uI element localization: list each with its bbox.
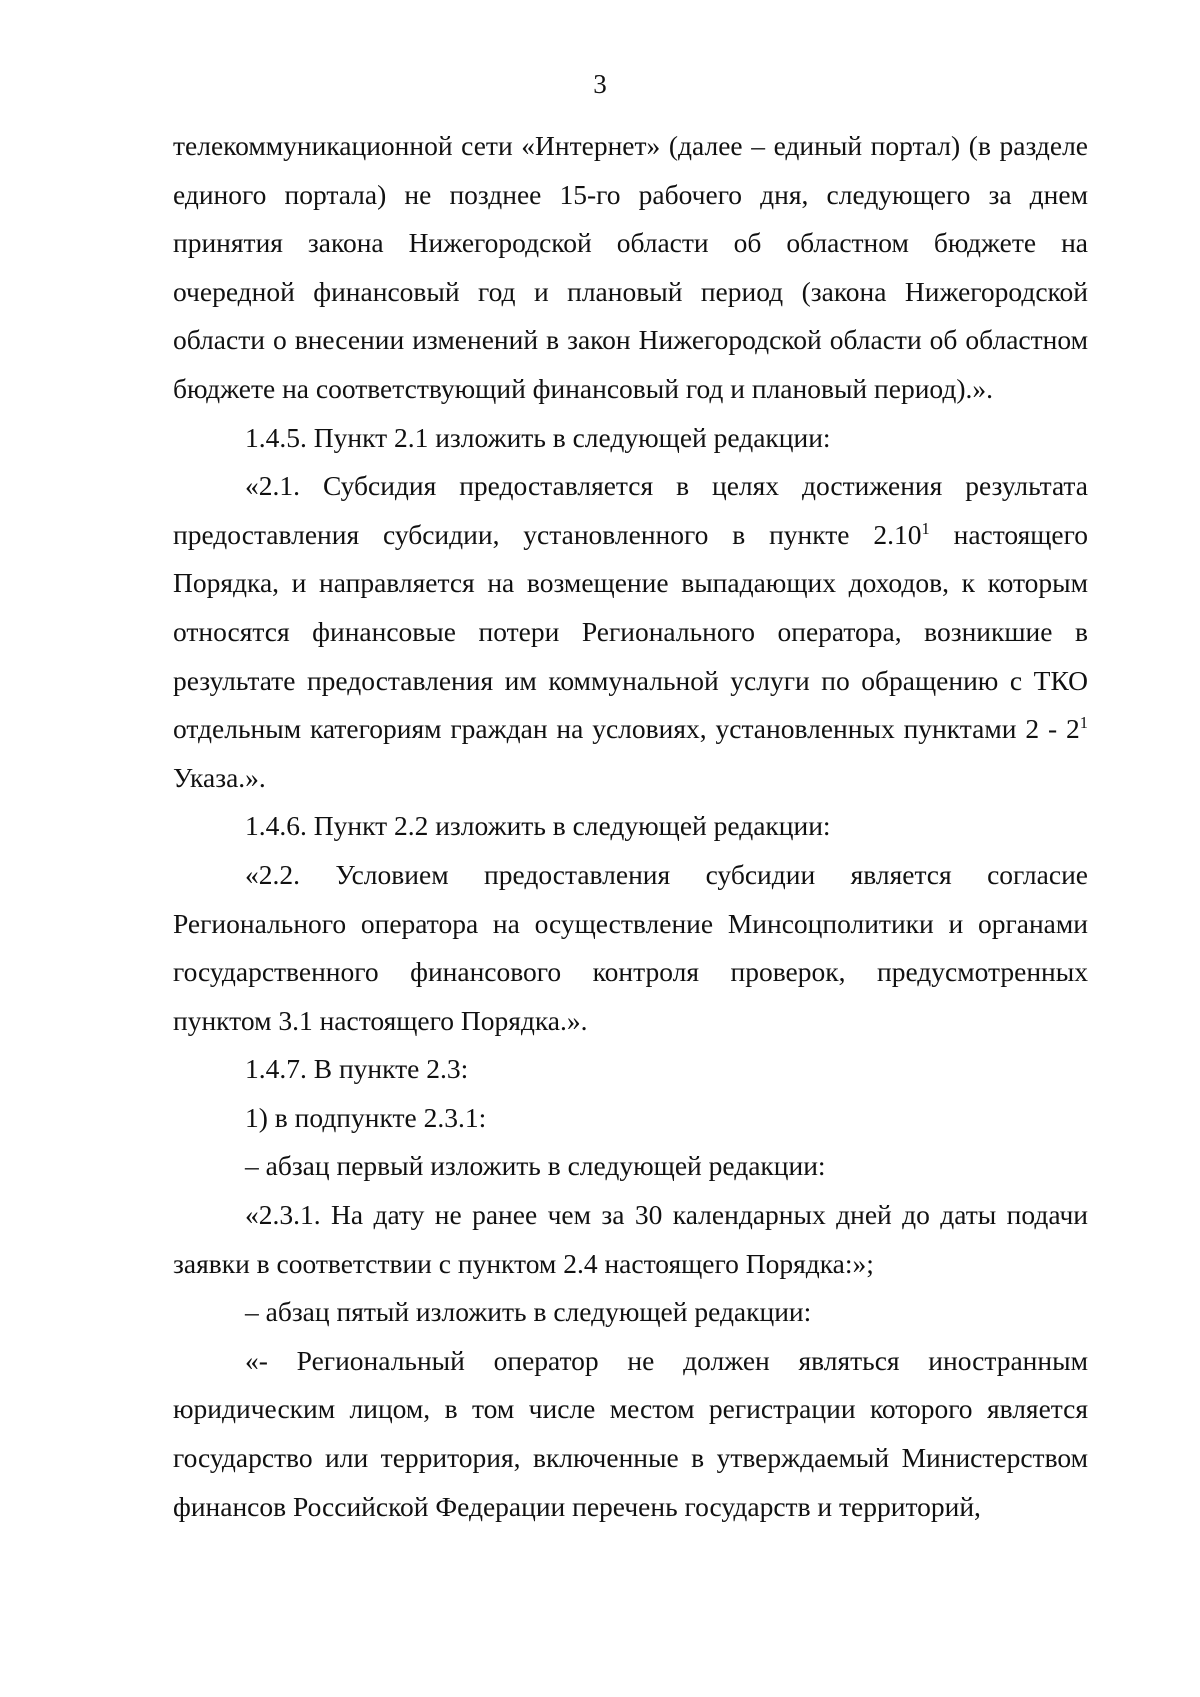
paragraph-8: – абзац первый изложить в следующей редакции: — [245, 1150, 826, 1182]
paragraph-10: – абзац пятый изложить в следующей редакции: — [245, 1296, 812, 1328]
paragraph-4: 1.4.6. Пункт 2.2 изложить в следующей редакции: — [245, 810, 831, 842]
paragraph-11: «- Региональный оператор не должен являться иностранным юридическим лицом, в том числе местом регистрации которого является государство или территория, включенные в утверждаемый Министерством финансов Российской Федерации перечень государств и территорий, — [173, 1344, 1088, 1522]
paragraph-3 — [173, 462, 1088, 802]
page-number: 3 — [593, 69, 607, 99]
paragraph-1: телекоммуникационной сети «Интернет» (далее – единый портал) (в разделе единого портала) не позднее 15-го рабочего дня, следующего за днем принятия закона Нижегородской области об областном бюджете на очередной финансовый год и плановый период (закона Нижегородской области о внесении изменений в закон Нижегородской области об областном бюджете на соответствующий финансовый год и плановый период).». — [173, 130, 1088, 404]
text-segment: Указа.». — [173, 761, 266, 793]
paragraph-7: 1) в подпункте 2.3.1: — [245, 1101, 487, 1133]
superscript: 1 — [1079, 713, 1088, 733]
document-body — [173, 122, 1088, 1531]
paragraph-6: 1.4.7. В пункте 2.3: — [245, 1053, 469, 1085]
superscript: 1 — [921, 518, 930, 538]
paragraph-5: «2.2. Условием предоставления субсидии является согласие Регионального оператора на осуществление Минсоцполитики и органами государственного финансового контроля проверок, предусмотренных пунктом 3.1 настоящего Порядка.». — [173, 858, 1088, 1036]
paragraph-9: «2.3.1. На дату не ранее чем за 30 календарных дней до даты подачи заявки в соответствии с пунктом 2.4 настоящего Порядка:»; — [173, 1199, 1088, 1279]
paragraph-2: 1.4.5. Пункт 2.1 изложить в следующей редакции: — [245, 421, 831, 453]
text-segment: «2.1. Субсидия предоставляется в целях достижения результата предоставления субсидии, установленного в пункте 2.10 — [173, 470, 1088, 550]
text-segment: настоящего Порядка, и направляется на возмещение выпадающих доходов, к которым относятся финансовые потери Регионального оператора, возникшие в результате предоставления им коммунальной услуги по обращению с ТКО отдельным категориям граждан на условиях, установленных пунктами 2 - 2 — [173, 518, 1088, 745]
